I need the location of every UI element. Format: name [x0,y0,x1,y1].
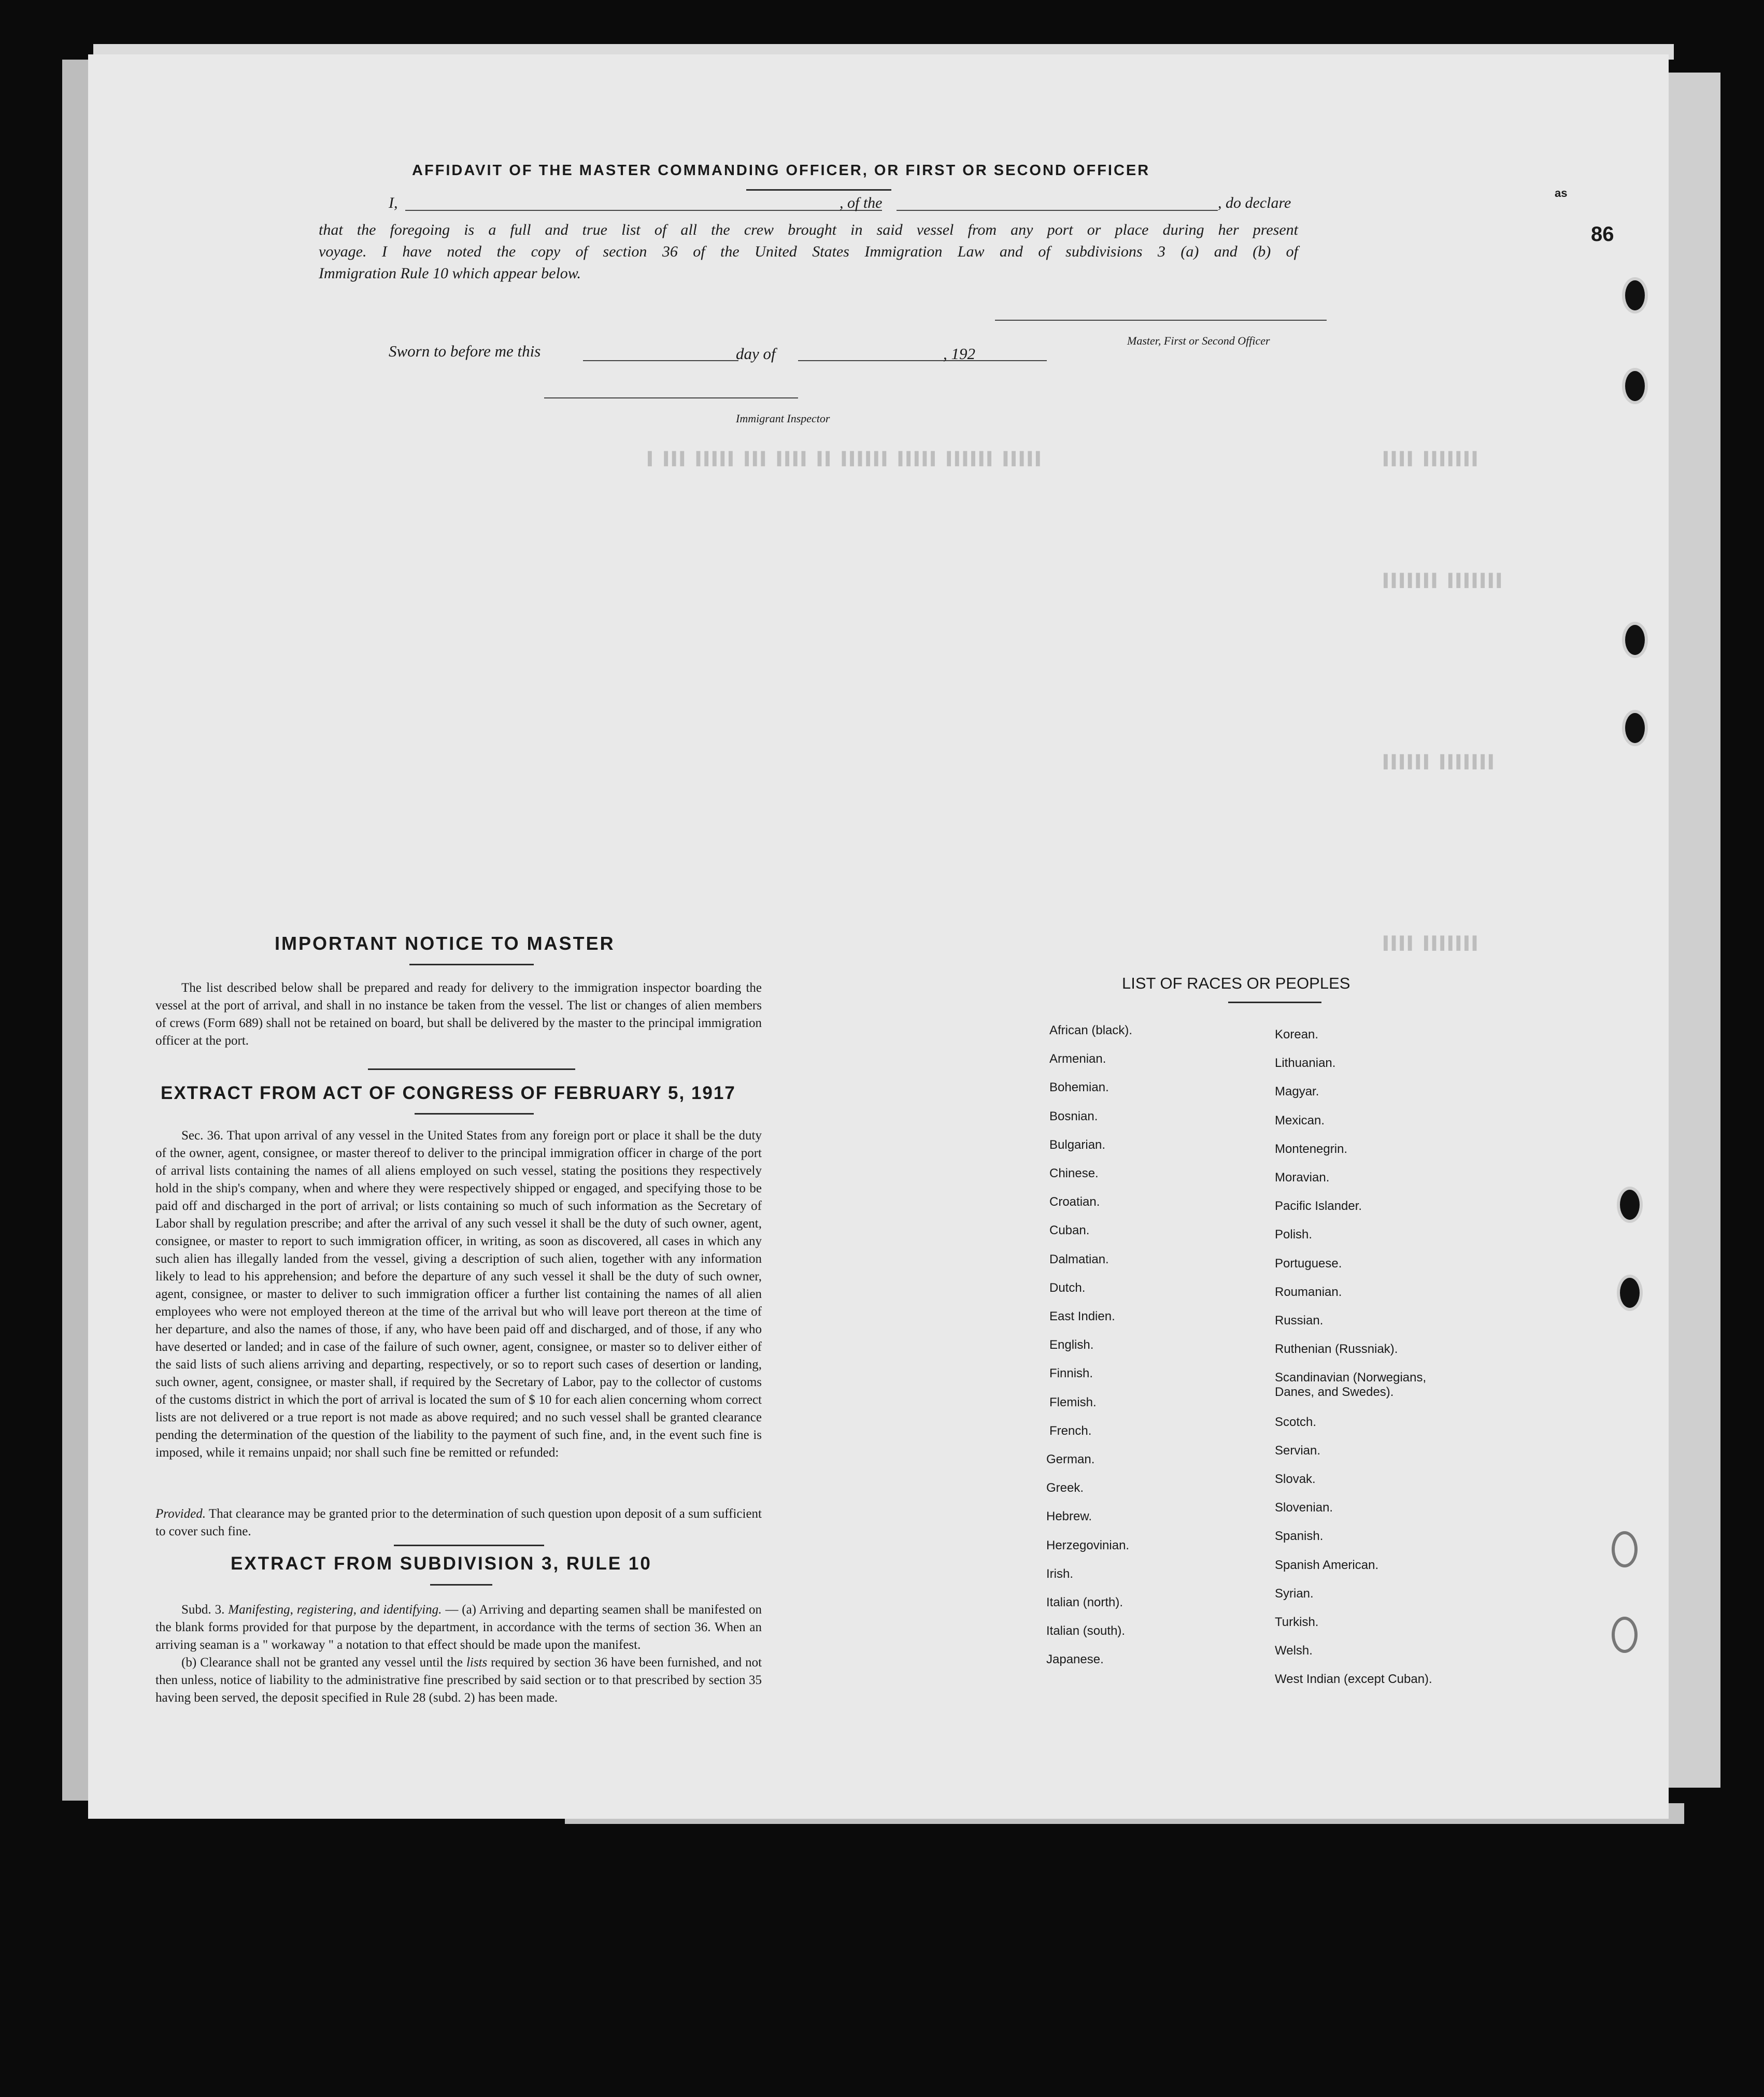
affidavit-body-line: voyage. I have noted the copy of section 36 of the United States Immigration Law and of subdivisions 3 (a) and (b) of [319,243,1298,260]
race-item: Japanese. [1046,1652,1104,1667]
race-item: Pacific Islander. [1275,1199,1362,1214]
punch-hole [1622,622,1648,658]
race-item: East Indien. [1049,1309,1115,1323]
race-item: Cuban. [1049,1223,1090,1238]
race-item: African (black). [1049,1023,1133,1037]
margin-mark-as: as [1555,187,1568,199]
race-item: Hebrew. [1046,1509,1092,1524]
race-item: Spanish American. [1275,1558,1379,1572]
race-item: Herzegovinian. [1046,1538,1130,1552]
extract-act-bottom-rule [394,1545,544,1546]
extract-act-proviso-block [155,1505,762,1540]
race-item: Montenegrin. [1275,1142,1348,1156]
extract-rule-para-a [155,1601,762,1654]
race-item: Scandinavian (Norwegians, Danes, and Swedes). [1275,1371,1427,1400]
affidavit-declare-label: , do declare [1218,194,1291,211]
race-item: Welsh. [1275,1644,1313,1658]
extract-act-title-rule [415,1113,534,1115]
sworn-year-field[interactable] [1000,359,1047,361]
race-item: Slovenian. [1275,1501,1333,1515]
para-b-lists: lists [466,1656,488,1670]
punch-hole [1622,710,1648,746]
race-item: Dutch. [1049,1280,1086,1295]
race-item: Spanish. [1275,1529,1324,1544]
subd-heading: Manifesting, registering, and identifying. [228,1603,442,1617]
race-item: West Indian (except Cuban). [1275,1672,1432,1687]
race-item: Ruthenian (Russniak). [1275,1342,1398,1357]
para-b-start: (b) Clearance shall not be granted any vessel until the [181,1656,463,1670]
master-name-field[interactable] [405,209,882,211]
vessel-name-field[interactable] [897,209,1218,211]
race-item: Croatian. [1049,1195,1100,1209]
race-item: Greek. [1046,1481,1084,1495]
extract-rule-title-rule [430,1584,492,1586]
punch-hole [1612,1531,1638,1567]
bleed-through-text: ▌▌▌▌▌▌▌ ▌▌▌▌▌▌▌ [1384,573,1505,588]
extract-rule-para-b [155,1654,762,1707]
year-label: , 192 [943,345,975,363]
race-item: Polish. [1275,1228,1313,1242]
race-item: English. [1049,1338,1094,1352]
extract-rule-title: EXTRACT FROM SUBDIVISION 3, RULE 10 [231,1553,652,1574]
punch-hole [1617,1187,1643,1223]
race-item: Irish. [1046,1566,1074,1581]
race-item: Italian (north). [1046,1595,1123,1609]
race-item: Moravian. [1275,1171,1330,1185]
inspector-signature-field[interactable] [544,396,798,398]
margin-mark-number: 86 [1591,223,1614,246]
races-title-rule [1228,1002,1321,1003]
master-signature-field[interactable] [995,319,1327,321]
para-b-rest: required by section 36 have been furnished, and not then unless, notice of liability to the administrative fine prescribed by said section or to that prescribed by section 35 having been served, the deposit specified in Rule 28 (subd. 2) has been made. [155,1656,762,1705]
day-of-label: day of [736,345,776,363]
affidavit-body-line: that the foregoing is a full and true list of all the crew brought in said vessel from any port or place during her present [319,221,1298,238]
extract-act-text: Sec. 36. That upon arrival of any vessel in the United States from any foreign port or place it shall be the duty of the owner, agent, consignee, or master thereof to deliver to the principal immigration officer in charge of the port of arrival lists containing the names of all aliens employed on such vessel, stating the positions they respectively hold in the ship's company, when and where they were respectively shipped or engaged, and specifying those to be paid off and discharged in the port of arrival; or lists containing so much of such information as the Secretary of Labor shall by regulation prescribe; and after the arrival of any such vessel it shall be the duty of such owner, agent, consignee, or master to report to such immigration officer, in writing, as soon as discovered, all cases in which any such alien has illegally landed from the vessel, giving a description of such alien, together with any information likely to lead to his apprehension; and before the departure of any such vessel it shall be the duty of such owner, agent, consignee, or master to deliver to such immigration officer a further list containing the names of all alien employees who were not employed thereon at the time of the arrival but who will leave port thereon at the time of her departure, and also the names of those, if any, who have been paid off and discharged, and of those, if any who have deserted or landed; and in case of the failure of such owner, agent, consignee, or master so to deliver either of the said lists of such aliens arriving and departing, respectively, or so to report such cases of desertion or landing, such owner, agent, consignee, or master shall, if required by the Secretary of Labor, pay to the collector of customs of the customs district in which the port of arrival is located the sum of $ 10 for each alien concerning whom correct lists are not delivered or a true report is not made as above required; and no such vessel shall be granted clearance pending the determination of the question of the liability to the payment of such fine, and, in the event such fine is imposed, while it remains unpaid; nor shall such fine be remitted or refunded: [155,1129,762,1460]
extract-rule-body [155,1601,762,1707]
race-item: Bosnian. [1049,1109,1098,1123]
race-item: Turkish. [1275,1615,1319,1629]
race-item: Bulgarian. [1049,1137,1106,1152]
master-signature-label: Master, First or Second Officer [1127,334,1270,347]
race-item: Bohemian. [1049,1080,1109,1095]
punch-hole [1617,1275,1643,1311]
bleed-through-text: ▌▌▌▌ ▌▌▌▌▌▌▌ [1384,451,1481,466]
affidavit-body-line: Immigration Rule 10 which appear below. [319,265,581,282]
extract-act-title: EXTRACT FROM ACT OF CONGRESS OF FEBRUARY 5, 1917 [161,1083,736,1103]
race-item: Dalmatian. [1049,1252,1109,1266]
punch-hole [1622,277,1648,313]
race-item: German. [1046,1452,1095,1466]
punch-hole [1612,1617,1638,1653]
extract-act-body [155,1127,762,1462]
proviso-text: That clearance may be granted prior to the determination of such question upon deposit of a sum sufficient to cover such fine. [155,1507,762,1538]
notice-text: The list described below shall be prepared and ready for delivery to the immigration inspector boarding the vessel at the port of arrival, and shall in no instance be taken from the vessel. The list or changes of alien members of crews (Form 689) shall not be retained on board, but shall be delivered by the master to the principal immigration officer at the port. [155,981,762,1048]
race-item: Magyar. [1275,1085,1319,1099]
race-item: Italian (south). [1046,1624,1126,1638]
sworn-label: Sworn to before me this [389,342,541,360]
affidavit-body [319,219,1298,284]
bleed-through-text: ▌▌▌▌ ▌▌▌▌▌▌▌ [1384,935,1481,951]
race-item: Slovak. [1275,1472,1316,1486]
race-item: Syrian. [1275,1586,1314,1601]
race-item: Chinese. [1049,1166,1099,1180]
affidavit-title-rule [746,189,891,191]
race-item: Lithuanian. [1275,1056,1336,1071]
inspector-label: Immigrant Inspector [736,412,830,425]
proviso-word: Provided. [155,1507,206,1521]
affidavit-title: AFFIDAVIT OF THE MASTER COMMANDING OFFICER, OR FIRST OR SECOND OFFICER [412,162,1150,179]
notice-title-rule [409,964,534,965]
notice-title: IMPORTANT NOTICE TO MASTER [275,933,615,954]
bleed-through-text: ▌▌▌▌▌▌ ▌▌▌▌▌▌▌ [1384,754,1497,769]
race-item: Roumanian. [1275,1285,1342,1299]
sworn-month-field[interactable] [798,359,1026,361]
race-item: Servian. [1275,1443,1321,1458]
bleed-through-text: ▌ ▌▌▌ ▌▌▌▌▌ ▌▌▌ ▌▌▌▌ ▌▌ ▌▌▌▌▌▌ ▌▌▌▌▌ ▌▌▌▌▌▌ ▌▌▌▌▌ [648,451,1044,466]
race-item: Armenian. [1049,1052,1106,1066]
affidavit-of-the-label: , of the [840,194,883,211]
races-title: LIST OF RACES OR PEOPLES [1122,974,1350,992]
race-item: Portuguese. [1275,1256,1342,1271]
sworn-day-field[interactable] [583,359,738,361]
notice-bottom-rule [368,1068,575,1070]
race-item: Russian. [1275,1314,1324,1328]
manifest-page [88,54,1669,1819]
race-item: Scotch. [1275,1415,1317,1429]
race-item: Flemish. [1049,1395,1097,1409]
race-item: Korean. [1275,1028,1319,1042]
affidavit-i-label: I, [389,194,398,211]
race-item: Mexican. [1275,1113,1325,1128]
subd-para-a: — (a) Arriving and departing seamen shall be manifested on the blank forms provided for that purpose by the department, in accordance with the terms of section 36. When an arriving seaman is a " workaway " a notation to that effect should be made upon the manifest. [155,1603,762,1652]
punch-hole [1622,368,1648,404]
race-item: French. [1049,1423,1092,1438]
subd-label: Subd. 3. [181,1603,225,1617]
race-item: Finnish. [1049,1366,1093,1381]
